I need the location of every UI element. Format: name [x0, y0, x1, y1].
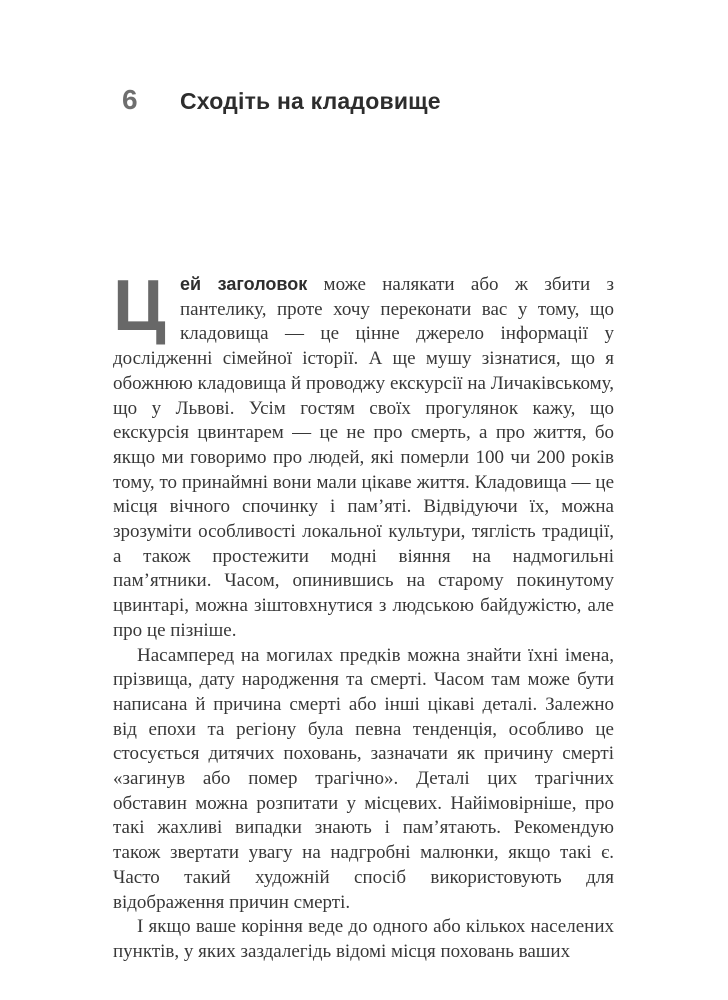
paragraph-text: І якщо ваше коріння веде до одного або кількох населених пунктів, у яких заздалегідь відомі місця поховань ваших	[113, 916, 614, 962]
lead-bold-text: ей заголовок	[180, 274, 308, 294]
paragraph-text: Насамперед на могилах предків можна знайти їхні імена, прізвища, дату народження та смерті. Часом там може бути написана й причина смерті або інші цікаві деталі. Залежно від епохи та регіону була певна тенденція, особливо це стосується дитячих поховань, зазначати як причину смерті «загинув або помер трагічно». Деталі цих трагічних обставин можна розпитати у місцевих. Найімовірніше, про такі жахливі випадки знають і пам’ятають. Рекомендую також звертати увагу на надгробні малюнки, якщо такі є. Часто такий художній спосіб використовують для відображення причин смерті.	[113, 644, 614, 913]
chapter-header	[122, 84, 441, 116]
paragraph-text: може налякати або ж збити з пантелику, проте хочу переконати вас у тому, що кладовища — це цінне джерело інформації у дослідженні сімейної історії. А ще мушу зізнатися, що я обожнюю кладовища й проводжу екскурсії на Личаківському, що у Львові. Усім гостям своїх прогулянок кажу, що екскурсія цвинтарем — це не про смерть, а про життя, бо якщо ми говоримо про людей, які померли 100 чи 200 років тому, то принаймні вони мали цікаве життя. Кладовища — це місця вічного спочинку і пам’яті. Відвідуючи їх, можна зрозуміти особливості локальної культури, тяглість традиції, а також простежити модні віяння на надмогильні пам’ятники. Часом, опинившись на старому покинутому цвинтарі, можна зіштовхнутися з людською байдужістю, але про це пізніше.	[113, 274, 614, 641]
drop-cap: Ц	[113, 266, 166, 346]
paragraph-third	[113, 915, 614, 964]
paragraph-second	[113, 644, 614, 916]
chapter-title: Сходіть на кладовище	[180, 88, 441, 114]
body-text	[113, 266, 614, 965]
paragraph-first	[113, 266, 614, 644]
chapter-number: 6	[122, 84, 138, 115]
